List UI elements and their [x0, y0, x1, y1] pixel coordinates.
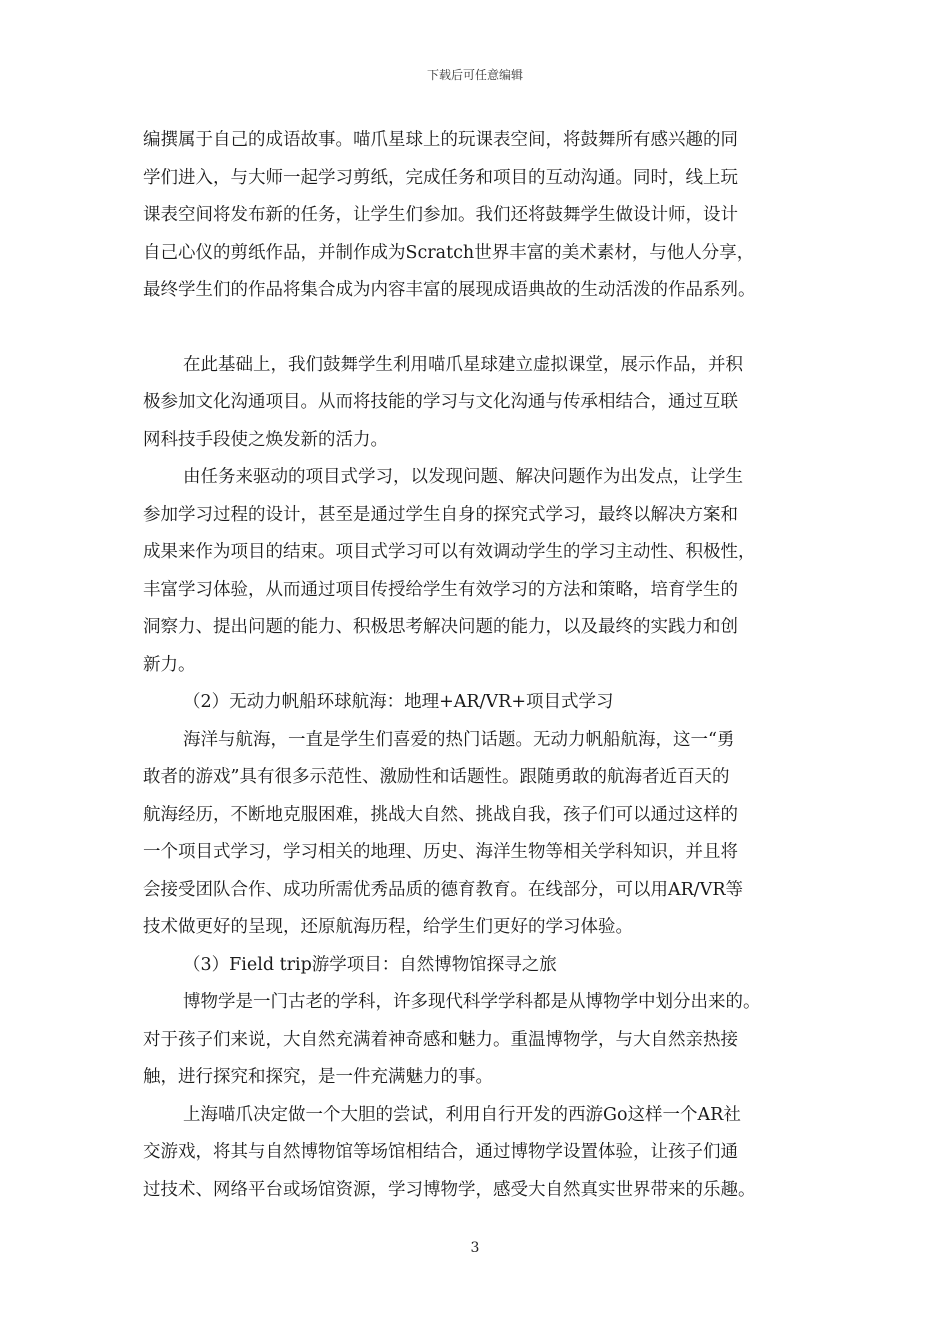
text-line: 自己心仪的剪纸作品，并制作成为Scratch世界丰富的美术素材，与他人分享，	[143, 242, 755, 263]
text-line: 最终学生们的作品将集合成为内容丰富的展现成语典故的生动活泼的作品系列。	[143, 280, 756, 300]
text-line: 洞察力、提出问题的能力、积极思考解决问题的能力，以及最终的实践力和创	[143, 617, 738, 637]
paragraph-project-based-learning	[143, 459, 815, 684]
text-line: 对于孩子们来说，大自然充满着神奇感和魅力。重温博物学，与大自然亲热接	[143, 1029, 738, 1050]
text-line: 博物学是一门古老的学科，许多现代科学学科都是从博物学中划分出来的。	[183, 992, 761, 1012]
text-line: 技术做更好的呈现，还原航海历程，给学生们更好的学习体验。	[143, 917, 633, 937]
paragraph-idiom-stories	[143, 122, 815, 310]
document-body	[143, 122, 815, 1209]
text-line: 交游戏，将其与自然博物馆等场馆相结合，通过博物学设置体验，让孩子们通	[143, 1142, 738, 1162]
text-line: 丰富学习体验，从而通过项目传授给学生有效学习的方法和策略，培育学生的	[143, 579, 738, 600]
paragraph-natural-history	[143, 984, 815, 1097]
text-line: 触，进行探究和探究，是一件充满魅力的事。	[143, 1067, 493, 1087]
text-line: 成果来作为项目的结束。项目式学习可以有效调动学生的学习主动性、积极性，	[143, 542, 756, 562]
paragraph-xiyou-go	[143, 1097, 815, 1210]
text-line: 编撰属于自己的成语故事。喵爪星球上的玩课表空间，将鼓舞所有感兴趣的同	[143, 130, 738, 150]
page-header: 下载后可任意编辑	[426, 68, 523, 82]
text-line: 参加学习过程的设计，甚至是通过学生自身的探究式学习，最终以解决方案和	[143, 504, 738, 525]
text-line: 一个项目式学习，学习相关的地理、历史、海洋生物等相关学科知识，并且将	[143, 842, 738, 862]
text-line: 学们进入，与大师一起学习剪纸，完成任务和项目的互动沟通。同时，线上玩	[143, 167, 738, 188]
text-line: 网科技手段使之焕发新的活力。	[143, 429, 388, 450]
paragraph-gap	[143, 310, 815, 347]
text-line: 课表空间将发布新的任务，让学生们参加。我们还将鼓舞学生做设计师，设计	[143, 205, 738, 225]
text-line: 上海喵爪决定做一个大胆的尝试，利用自行开发的西游Go这样一个AR社	[183, 1104, 741, 1125]
text-line: 新力。	[143, 654, 196, 675]
text-line: 敢者的游戏”具有很多示范性、激励性和话题性。跟随勇敢的航海者近百天的	[143, 767, 730, 787]
paragraph-sailing	[143, 722, 815, 947]
text-line: 航海经历，不断地克服困难，挑战大自然、挑战自我，孩子们可以通过这样的	[143, 804, 738, 825]
text-line: 在此基础上，我们鼓舞学生利用喵爪星球建立虚拟课堂，展示作品，并积	[183, 354, 743, 375]
text-line: 会接受团队合作、成功所需优秀品质的德育教育。在线部分，可以用AR/VR等	[143, 879, 744, 900]
text-line: 极参加文化沟通项目。从而将技能的学习与文化沟通与传承相结合，通过互联	[143, 392, 738, 412]
section-heading-sailing: （2）无动力帆船环球航海：地理+AR/VR+项目式学习	[183, 692, 614, 712]
text-line: 过技术、网络平台或场馆资源，学习博物学，感受大自然真实世界带来的乐趣。	[143, 1179, 756, 1200]
page-number: 3	[470, 1240, 480, 1256]
paragraph-virtual-classroom	[143, 347, 815, 460]
text-line: 由任务来驱动的项目式学习，以发现问题、解决问题作为出发点，让学生	[183, 467, 743, 487]
text-line: 海洋与航海，一直是学生们喜爱的热门话题。无动力帆船航海，这一“勇	[183, 729, 735, 750]
section-heading-field-trip: （3）Field trip游学项目：自然博物馆探寻之旅	[183, 954, 557, 975]
